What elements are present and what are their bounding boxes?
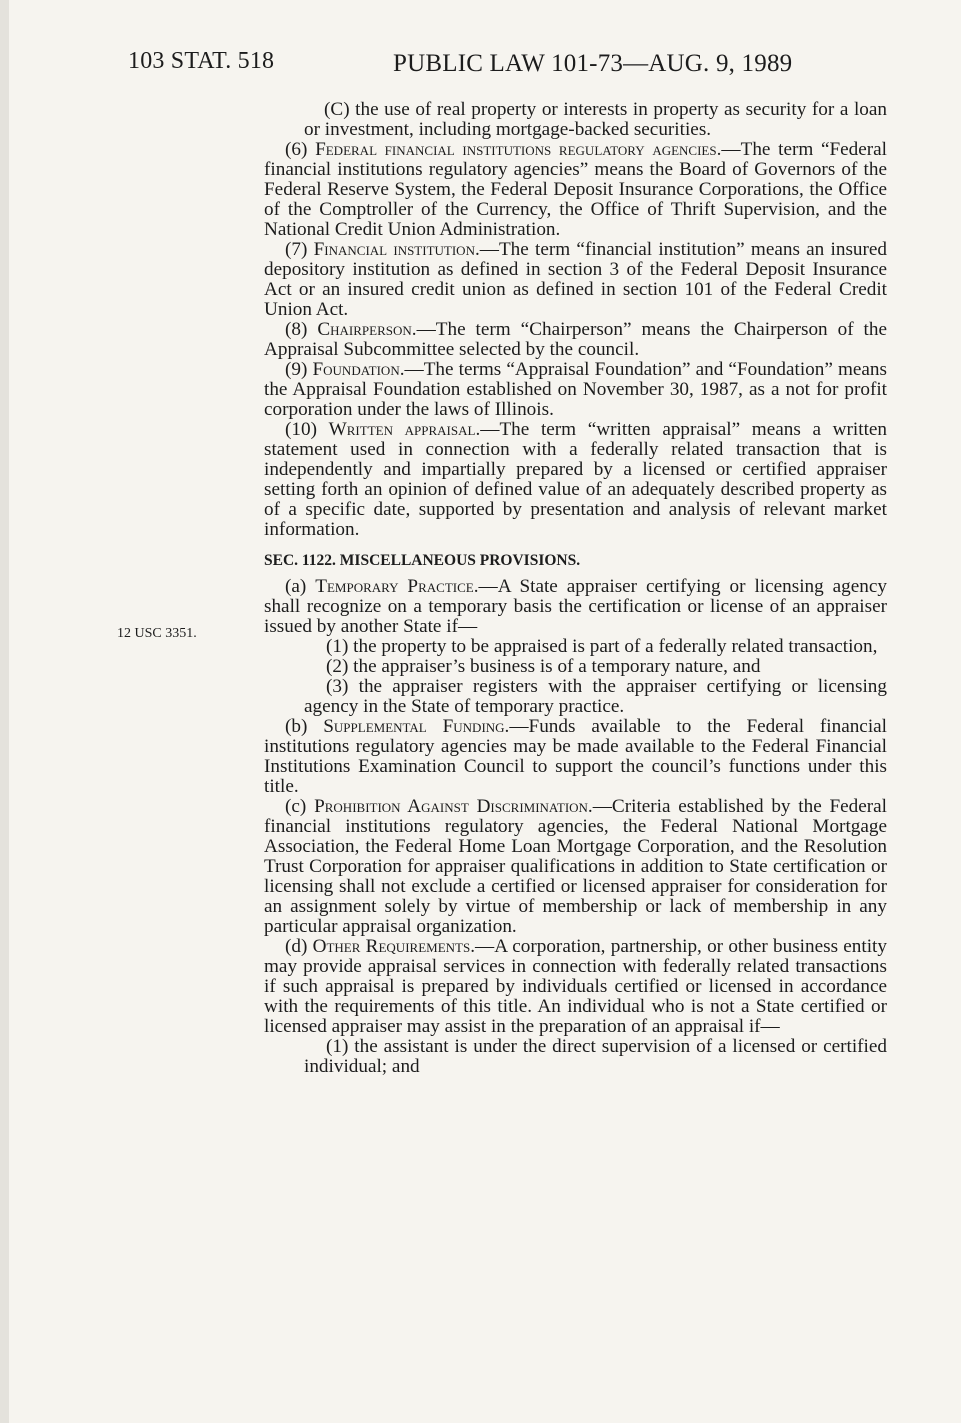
definition-10	[264, 420, 887, 540]
definition-8-number: (8)	[285, 319, 318, 340]
subsection-c-body: —Criteria established by the Federal financial institutions regulatory agencies, the Federal National Mortgage Association, the Federal Home Loan Mortgage Corporation, and the Resolution Trust Corporation for appraiser qualifications in addition to State certification or licensing shall not exclude a certified or licensed appraiser for consideration for an assignment solely by virtue of membership or lack of membership in any particular appraisal organization.	[264, 796, 888, 937]
definition-10-heading: Written appraisal.	[328, 419, 481, 440]
definition-9-body: —The terms “Appraisal Foundation” and “Foundation” means the Appraisal Foundation established on November 30, 1987, as a not for profit corporation under the laws of Illinois.	[264, 359, 887, 420]
paragraph-c-text: (C) the use of real property or interests in property as security for a loan or investment, including mortgage-backed securities.	[304, 99, 887, 140]
usc-margin-note: 12 USC 3351.	[117, 626, 197, 641]
public-law-title: PUBLIC LAW 101-73—AUG. 9, 1989	[393, 50, 793, 77]
subsection-b-heading: Supplemental Funding.	[323, 716, 510, 737]
subsection-d-heading: Other Requirements.	[312, 936, 475, 957]
subsection-a-heading: Temporary Practice.	[315, 576, 479, 597]
definition-7-heading: Financial institution.	[313, 239, 480, 260]
subsection-d-number: (d)	[285, 936, 313, 957]
definition-10-number: (10)	[285, 419, 329, 440]
subsection-c-number: (c)	[285, 796, 315, 817]
subsection-d-body: —A corporation, partnership, or other business entity may provide appraisal services in connection with federally related transactions if such appraisal is prepared by individuals certified or licensed in accordance with the requirements of this title. An individual who is not a State certified or licensed appraiser may assist in the preparation of an appraisal if—	[264, 936, 887, 1037]
subsection-a-item-3: (3) the appraiser registers with the appraiser certifying or licensing agency in the State of temporary practice.	[304, 676, 887, 717]
definition-10-body: —The term “written appraisal” means a written statement used in connection with a federally related transaction that is independently and impartially prepared by a licensed or certified appraiser setting forth an opinion of defined value of an adequately described property as of a specific date, supported by presentation and analysis of relevant market information.	[264, 419, 888, 540]
definition-9	[264, 360, 887, 420]
definition-6-body: —The term “Federal financial institutions regulatory agencies” means the Board of Governors of the Federal Reserve System, the Federal Deposit Insurance Corporations, the Office of the Comptroller of the Currency, the Office of Thrift Supervision, and the National Credit Union Administration.	[264, 139, 888, 240]
definition-8-body: —The term “Chairperson” means the Chairperson of the Appraisal Subcommittee selected by the council.	[264, 319, 887, 360]
definition-9-heading: Foundation.	[312, 359, 405, 380]
definition-6	[264, 140, 887, 240]
definition-6-heading: Federal financial institutions regulatory agencies.	[315, 139, 722, 160]
paragraph-c-real-property	[304, 100, 887, 140]
subsection-c-heading: Prohibition Against Discrimination.	[314, 796, 593, 817]
definition-8	[264, 320, 887, 360]
definition-7-number: (7)	[285, 239, 314, 260]
subsection-a-number: (a)	[285, 576, 316, 597]
subsection-a-body: —A State appraiser certifying or licensing agency shall recognize on a temporary basis the certification or license of an appraiser issued by another State if—	[264, 576, 888, 637]
definition-6-number: (6)	[285, 139, 316, 160]
page-header	[0, 48, 961, 84]
section-1122-heading: SEC. 1122. MISCELLANEOUS PROVISIONS.	[264, 552, 581, 569]
subsection-c	[264, 797, 887, 937]
subsection-b	[264, 717, 887, 797]
subsection-a	[264, 577, 887, 637]
definition-7	[264, 240, 887, 320]
definition-7-body: —The term “financial institution” means an insured depository institution as defined in section 3 of the Federal Deposit Insurance Act or an insured credit union as defined in section 101 of the Federal Credit Union Act.	[264, 239, 888, 320]
definition-8-heading: Chairperson.	[317, 319, 417, 340]
subsection-d	[264, 937, 887, 1037]
subsection-a-item-2: (2) the appraiser’s business is of a temporary nature, and	[326, 656, 761, 677]
definition-9-number: (9)	[285, 359, 313, 380]
stat-page-number: 103 STAT. 518	[128, 48, 275, 74]
subsection-b-body: —Funds available to the Federal financial institutions regulatory agencies may be made available to the Federal Financial Institutions Examination Council to support the council’s functions under this title.	[264, 716, 888, 797]
page-body	[264, 100, 887, 1077]
page-edge-shadow	[0, 0, 9, 1423]
subsection-a-item-1: (1) the property to be appraised is part of a federally related transaction,	[326, 636, 878, 657]
subsection-b-number: (b)	[285, 716, 324, 737]
subsection-d-item-1: (1) the assistant is under the direct supervision of a licensed or certified individual; and	[304, 1036, 887, 1077]
